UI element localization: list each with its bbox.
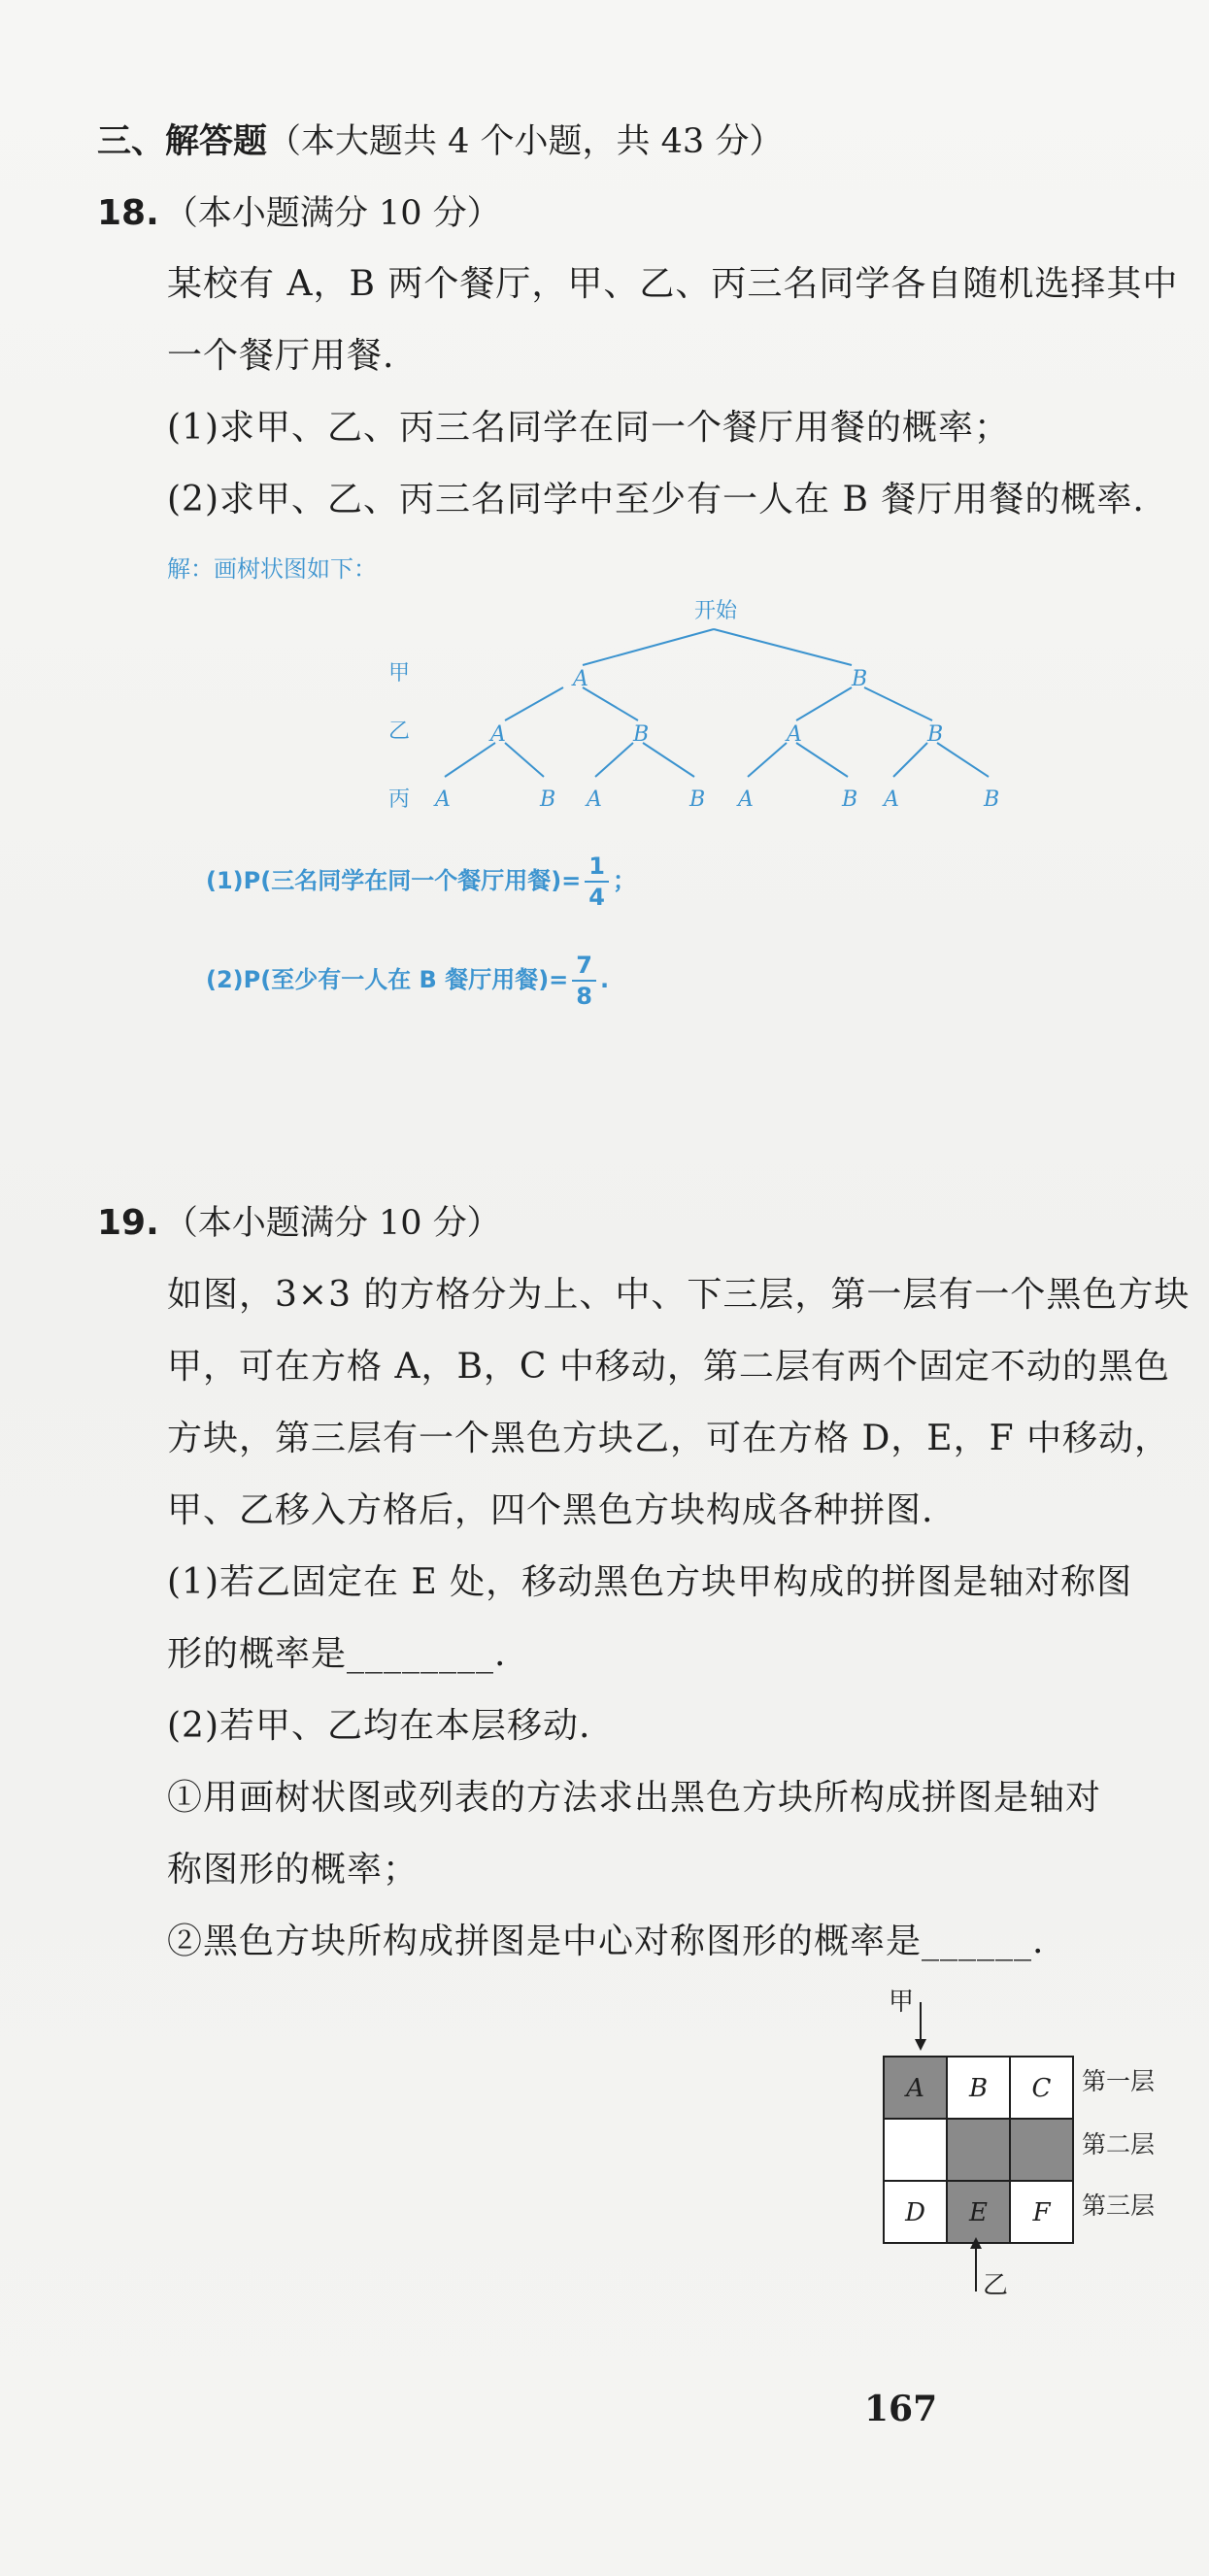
page-number: 167 bbox=[864, 2389, 938, 2429]
q18-tree-diagram bbox=[369, 583, 1029, 835]
answer-1-suffix: ； bbox=[612, 867, 636, 894]
tree-edge bbox=[583, 629, 714, 665]
layer-label-1: 第一层 bbox=[1082, 2067, 1156, 2095]
q18-part-1: (1)求甲、乙、丙三名同学在同一个餐厅用餐的概率； bbox=[167, 408, 1010, 448]
tree-edge bbox=[595, 743, 633, 777]
answer-1-text: (1)P(三名同学在同一个餐厅用餐)= bbox=[206, 867, 582, 894]
tree-level-label-3: 丙 bbox=[388, 787, 411, 812]
section-heading bbox=[97, 115, 783, 163]
tree-root: 开始 bbox=[694, 599, 738, 623]
q19-part-2-sub-1-cont: 称图形的概率； bbox=[167, 1850, 420, 1890]
grid-cell-label: A bbox=[906, 2074, 924, 2103]
fraction-numerator: 1 bbox=[585, 854, 609, 883]
tree-node-l3: B bbox=[689, 787, 706, 812]
answer-2-text: (2)P(至少有一人在 B 餐厅用餐)= bbox=[206, 966, 569, 993]
answer-2-suffix: . bbox=[599, 966, 610, 993]
tree-edge bbox=[796, 687, 852, 720]
tree-edge bbox=[937, 743, 989, 777]
tree-node-l3: B bbox=[842, 787, 858, 812]
q18-line-2: 一个餐厅用餐. bbox=[167, 336, 395, 376]
q19-part-1: (1)若乙固定在 E 处，移动黑色方块甲构成的拼图是轴对称图 bbox=[167, 1562, 1133, 1602]
q19-header bbox=[97, 1196, 501, 1245]
tree-edge bbox=[714, 629, 852, 665]
q18-line-1: 某校有 A，B 两个餐厅，甲、乙、丙三名同学各自随机选择其中 bbox=[167, 264, 1179, 304]
grid-cell bbox=[1010, 2119, 1073, 2181]
tree-edge bbox=[893, 743, 927, 777]
q19-part-2-sub-2: ②黑色方块所构成拼图是中心对称图形的概率是______. bbox=[167, 1922, 1045, 1961]
q19-line-2: 甲，可在方格 A，B，C 中移动，第二层有两个固定不动的黑色 bbox=[167, 1347, 1170, 1387]
q19-part-2-sub-1: ①用画树状图或列表的方法求出黑色方块所构成拼图是轴对 bbox=[167, 1778, 1102, 1818]
fraction-numerator: 7 bbox=[572, 953, 596, 982]
q18-score: （本小题满分 10 分） bbox=[163, 194, 501, 233]
tree-node-l1: B bbox=[852, 667, 868, 691]
tree-node-l2: B bbox=[633, 722, 650, 747]
q18-number: 18. bbox=[97, 193, 159, 233]
q19-part-1-blank: 形的概率是________. bbox=[167, 1634, 507, 1674]
down-arrowhead-icon bbox=[915, 2039, 926, 2051]
tree-node-l3: A bbox=[738, 787, 754, 812]
q19-grid-figure bbox=[874, 1981, 1204, 2301]
grid-cell-label: C bbox=[1031, 2074, 1052, 2103]
arrow-label-jia: 甲 bbox=[889, 1988, 915, 2017]
tree-node-l3: B bbox=[984, 787, 1000, 812]
section-title: 三、解答题 bbox=[97, 121, 268, 161]
q19-line-1: 如图，3×3 的方格分为上、中、下三层，第一层有一个黑色方块 bbox=[167, 1275, 1191, 1315]
answer-2-fraction bbox=[572, 953, 596, 1008]
tree-node-l3: A bbox=[435, 787, 451, 812]
grid-cell-label: F bbox=[1032, 2198, 1051, 2227]
tree-node-l3: A bbox=[884, 787, 899, 812]
tree-edge bbox=[864, 687, 932, 720]
answer-1-fraction bbox=[585, 854, 609, 909]
grid-cell-label: E bbox=[969, 2198, 988, 2227]
section-note: （本大题共 4 个小题，共 43 分） bbox=[267, 122, 784, 161]
layer-label-2: 第二层 bbox=[1082, 2130, 1156, 2158]
tree-node-l3: A bbox=[587, 787, 602, 812]
q18-header bbox=[97, 186, 501, 235]
tree-level-label-1: 甲 bbox=[388, 661, 411, 686]
q19-line-4: 甲、乙移入方格后，四个黑色方块构成各种拼图. bbox=[167, 1490, 934, 1530]
tree-node-l1: A bbox=[573, 667, 588, 691]
tree-edge bbox=[445, 743, 495, 777]
grid-cell bbox=[884, 2119, 947, 2181]
tree-level-label-2: 乙 bbox=[388, 719, 411, 744]
tree-node-l2: A bbox=[490, 722, 506, 747]
tree-edge bbox=[505, 687, 563, 720]
q19-score: （本小题满分 10 分） bbox=[163, 1204, 501, 1243]
q19-line-3: 方块，第三层有一个黑色方块乙，可在方格 D，E，F 中移动， bbox=[167, 1419, 1171, 1458]
fraction-denominator: 8 bbox=[576, 983, 592, 1010]
grid-cell bbox=[947, 2119, 1010, 2181]
tree-node-l2: B bbox=[927, 722, 944, 747]
layer-label-3: 第三层 bbox=[1082, 2191, 1156, 2220]
q18-answer-1 bbox=[206, 854, 636, 909]
tree-edge bbox=[583, 687, 638, 720]
q18-solution-intro: 解：画树状图如下： bbox=[167, 555, 377, 583]
tree-edge bbox=[748, 743, 787, 777]
tree-edge bbox=[796, 743, 848, 777]
tree-edge bbox=[505, 743, 544, 777]
q19-part-2: (2)若甲、乙均在本层移动. bbox=[167, 1706, 591, 1746]
tree-node-l2: A bbox=[787, 722, 802, 747]
q19-number: 19. bbox=[97, 1203, 159, 1243]
grid-cell-label: B bbox=[968, 2074, 989, 2103]
grid-cell-label: D bbox=[905, 2198, 925, 2227]
arrow-label-yi: 乙 bbox=[983, 2271, 1009, 2300]
tree-node-l3: B bbox=[540, 787, 556, 812]
q18-part-2: (2)求甲、乙、丙三名同学中至少有一人在 B 餐厅用餐的概率. bbox=[167, 480, 1145, 519]
q18-answer-2 bbox=[206, 953, 609, 1008]
tree-edge bbox=[643, 743, 694, 777]
fraction-denominator: 4 bbox=[588, 884, 605, 911]
